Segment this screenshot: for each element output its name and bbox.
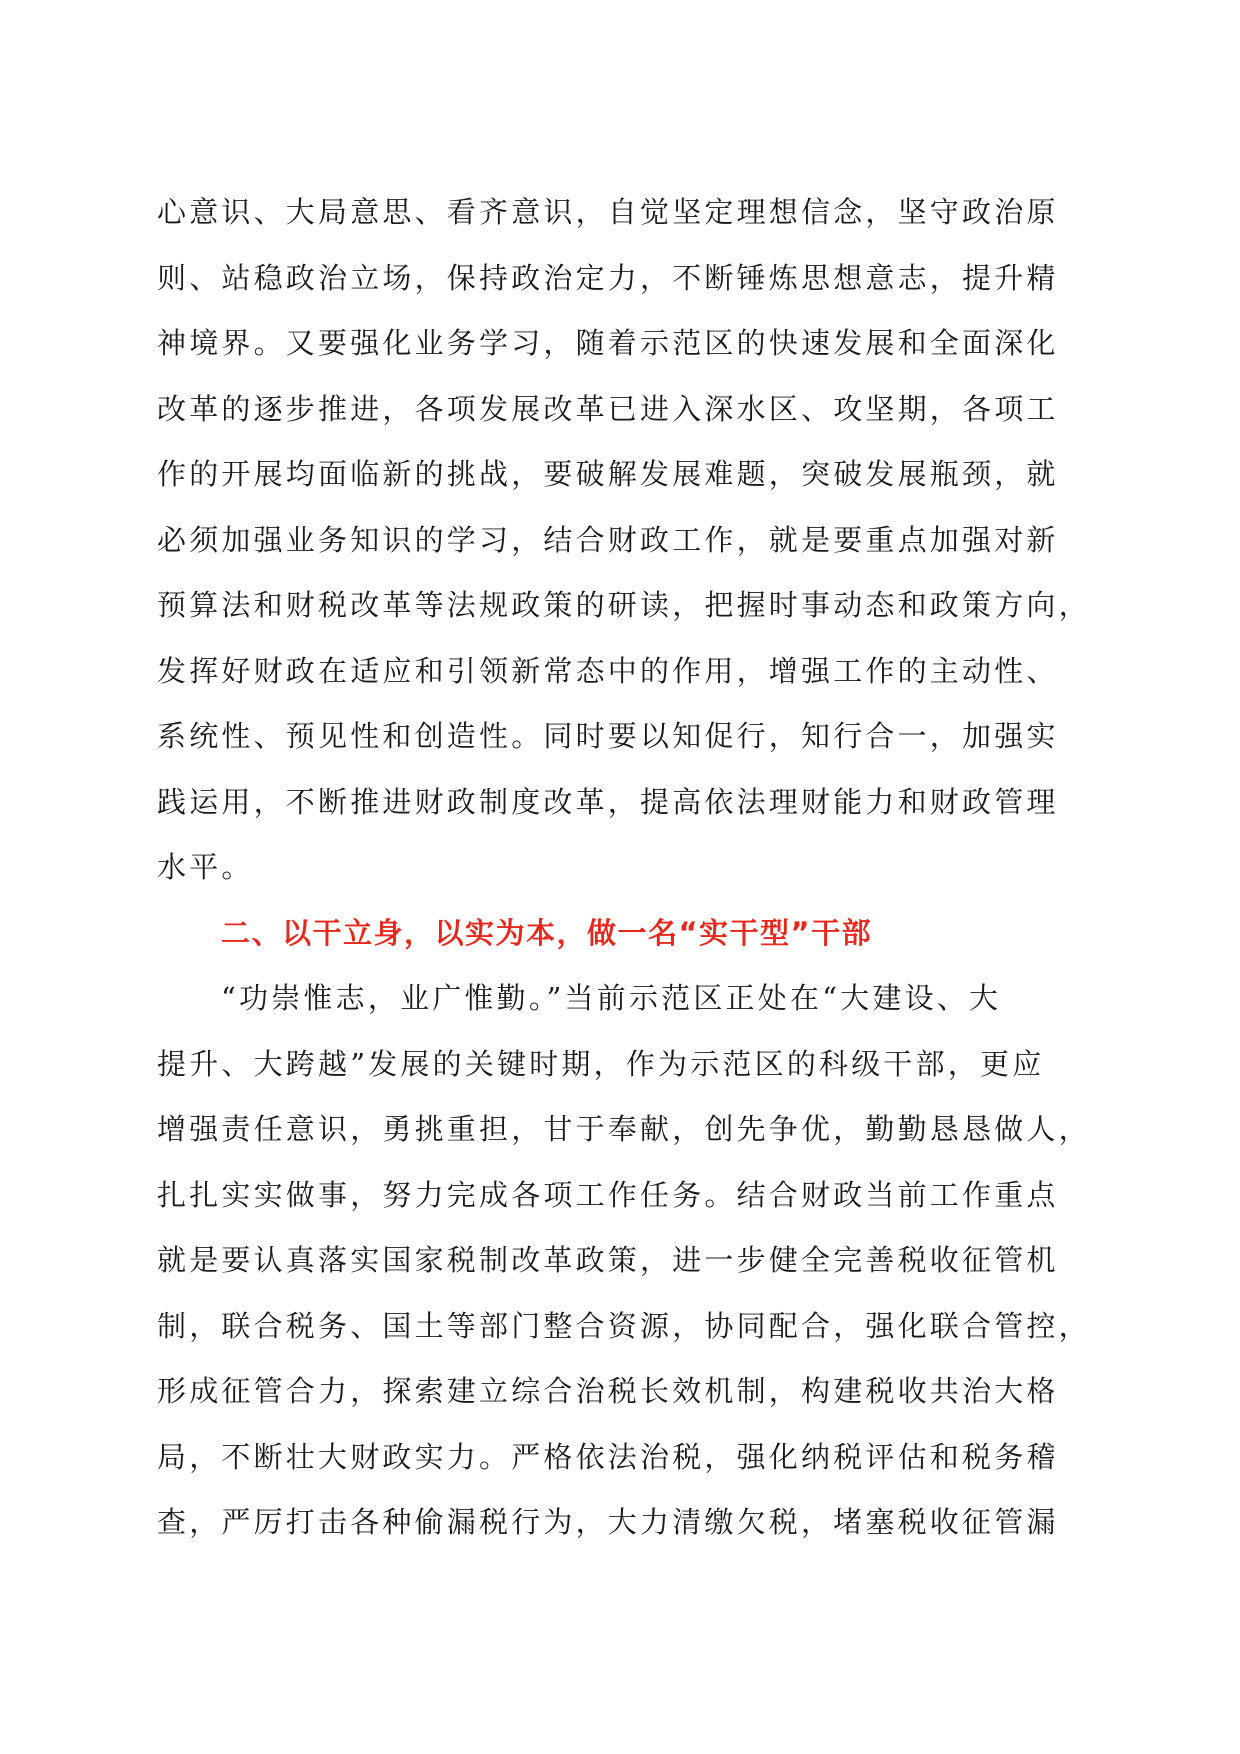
body-line: 就是要认真落实国家税制改革政策，进一步健全完善税收征管机 xyxy=(157,1243,1059,1277)
body-line: 扎扎实实做事，努力完成各项工作任务。结合财政当前工作重点 xyxy=(157,1177,1059,1212)
paragraph-first-line: “功崇惟志，业广惟勤。”当前示范区正处在“大建设、大 xyxy=(221,981,1002,1015)
body-line: 制，联合税务、国土等部门整合资源，协同配合，强化联合管控， xyxy=(157,1308,1091,1343)
body-line: 发挥好财政在适应和引领新常态中的作用，增强工作的主动性、 xyxy=(157,653,1059,688)
section-heading: 二、以干立身，以实为本，做一名“实干型”干部 xyxy=(221,915,873,950)
body-line: 水平。 xyxy=(157,850,254,884)
body-line: 必须加强业务知识的学习，结合财政工作，就是要重点加强对新 xyxy=(157,522,1059,557)
body-line: 作的开展均面临新的挑战，要破解发展难题，突破发展瓶颈，就 xyxy=(157,457,1059,491)
body-line: 践运用，不断推进财政制度改革，提高依法理财能力和财政管理 xyxy=(157,784,1059,819)
body-line: 改革的逐步推进，各项发展改革已进入深水区、攻坚期，各项工 xyxy=(157,391,1059,426)
body-line: 心意识、大局意思、看齐意识，自觉坚定理想信念，坚守政治原 xyxy=(157,195,1059,229)
body-line: 查，严厉打击各种偷漏税行为，大力清缴欠税，堵塞税收征管漏 xyxy=(157,1505,1059,1539)
body-line: 提升、大跨越”发展的关键时期，作为示范区的科级干部，更应 xyxy=(157,1046,1045,1081)
body-line: 则、站稳政治立场，保持政治定力，不断锤炼思想意志，提升精 xyxy=(157,260,1059,295)
body-line: 神境界。又要强化业务学习，随着示范区的快速发展和全面深化 xyxy=(157,326,1059,360)
body-line: 预算法和财税改革等法规政策的研读，把握时事动态和政策方向， xyxy=(157,588,1091,622)
body-line: 增强责任意识，勇挑重担，甘于奉献，创先争优，勤勤恳恳做人， xyxy=(157,1112,1091,1146)
body-line: 系统性、预见性和创造性。同时要以知促行，知行合一，加强实 xyxy=(157,719,1059,753)
body-line: 局，不断壮大财政实力。严格依法治税，强化纳税评估和税务稽 xyxy=(157,1439,1059,1474)
body-line: 形成征管合力，探索建立综合治税长效机制，构建税收共治大格 xyxy=(157,1374,1059,1408)
document-body xyxy=(157,180,1091,1556)
